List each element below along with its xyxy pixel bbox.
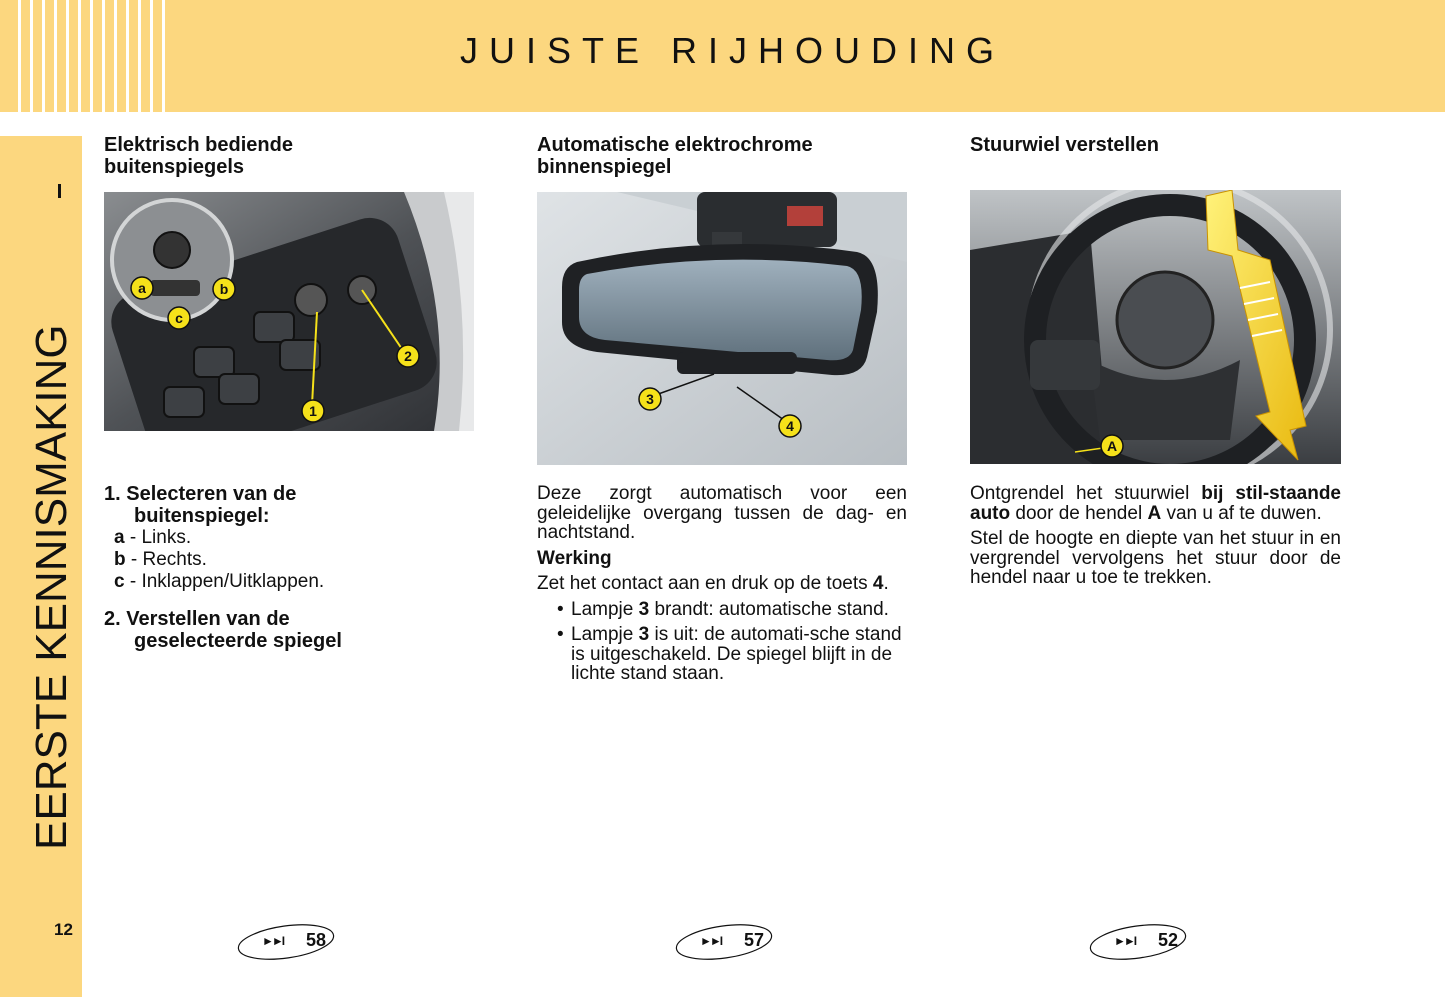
col3-text: [970, 484, 1341, 594]
page-ref-58[interactable]: [236, 922, 340, 958]
werking-label: Werking: [537, 547, 612, 569]
callout-c: c: [175, 310, 183, 326]
col2-intro: Deze zorgt automatisch voor een geleidelijke overgang tussen de dag- en nachtstand.: [537, 483, 907, 543]
item1-option-b: b - Rechts.: [114, 549, 207, 570]
item1-option-a: a - Links.: [114, 527, 192, 548]
callout-4: 4: [786, 418, 794, 434]
page-number: 12: [54, 920, 73, 939]
steering-wheel-photo: [970, 190, 1341, 464]
col1-heading-line2: buitenspiegels: [104, 156, 245, 178]
col2-heading-line1: Automatische elektrochrome: [537, 134, 813, 156]
callout-1: 1: [309, 403, 317, 419]
page-ref-number: 58: [306, 930, 327, 950]
item1-title-line2: buitenspiegel:: [134, 505, 270, 527]
sidebar-dash: [58, 184, 61, 198]
werking-text: Zet het contact aan en druk op de toets 4.: [537, 573, 889, 594]
door-switch-photo: [104, 192, 474, 431]
item1-title-line1: 1. Selecteren van de: [104, 483, 297, 505]
bullet-lamp-on: • Lampje 3 brandt: automatische stand.: [557, 598, 889, 620]
col1-heading: [104, 134, 293, 178]
forward-arrow-icon: ►►I: [700, 934, 722, 948]
page-ref-number: 57: [744, 930, 765, 950]
bullet-lamp-off: • Lampje 3 is uit: de automati-sche stand is uitgeschakeld. De spiegel blijft in de lichte stand staan.: [557, 624, 902, 684]
header-stripes: [18, 0, 168, 112]
callout-a: a: [138, 280, 146, 296]
item2-title: [104, 608, 484, 652]
page-title: JUISTE RIJHOUDING: [460, 30, 1006, 71]
mirror-photo: [537, 192, 907, 465]
item2-title-line2: geselecteerde spiegel: [134, 630, 342, 652]
col1-heading-line1: Elektrisch bediende: [104, 134, 293, 156]
col2-heading-line2: binnenspiegel: [537, 156, 672, 178]
item2-title-line1: 2. Verstellen van de: [104, 608, 290, 630]
col2-text: [537, 484, 907, 690]
col3-heading: Stuurwiel verstellen: [970, 134, 1159, 156]
col3-paragraph2: Stel de hoogte en diepte van het stuur in en vergrendel vervolgens het stuur door de hendel naar u toe te trekken.: [970, 528, 1341, 588]
page-ref-57[interactable]: [674, 922, 778, 958]
callout-3: 3: [646, 391, 654, 407]
section-title: EERSTE KENNISMAKING: [27, 324, 76, 850]
forward-arrow-icon: ►►I: [1114, 934, 1136, 948]
col3-paragraph1: Ontgrendel het stuurwiel bij stil-staande auto door de hendel A van u af te duwen.: [970, 483, 1341, 524]
callout-A: A: [1106, 438, 1118, 454]
callout-2: 2: [404, 348, 412, 364]
item1-option-c: c - Inklappen/Uitklappen.: [114, 571, 325, 592]
page-ref-number: 52: [1158, 930, 1179, 950]
forward-arrow-icon: ►►I: [262, 934, 284, 948]
callout-b: b: [219, 281, 229, 297]
item1-title: [104, 483, 484, 527]
col1-text: [104, 483, 484, 652]
col2-heading: [537, 134, 813, 178]
page-ref-52[interactable]: [1088, 922, 1192, 958]
